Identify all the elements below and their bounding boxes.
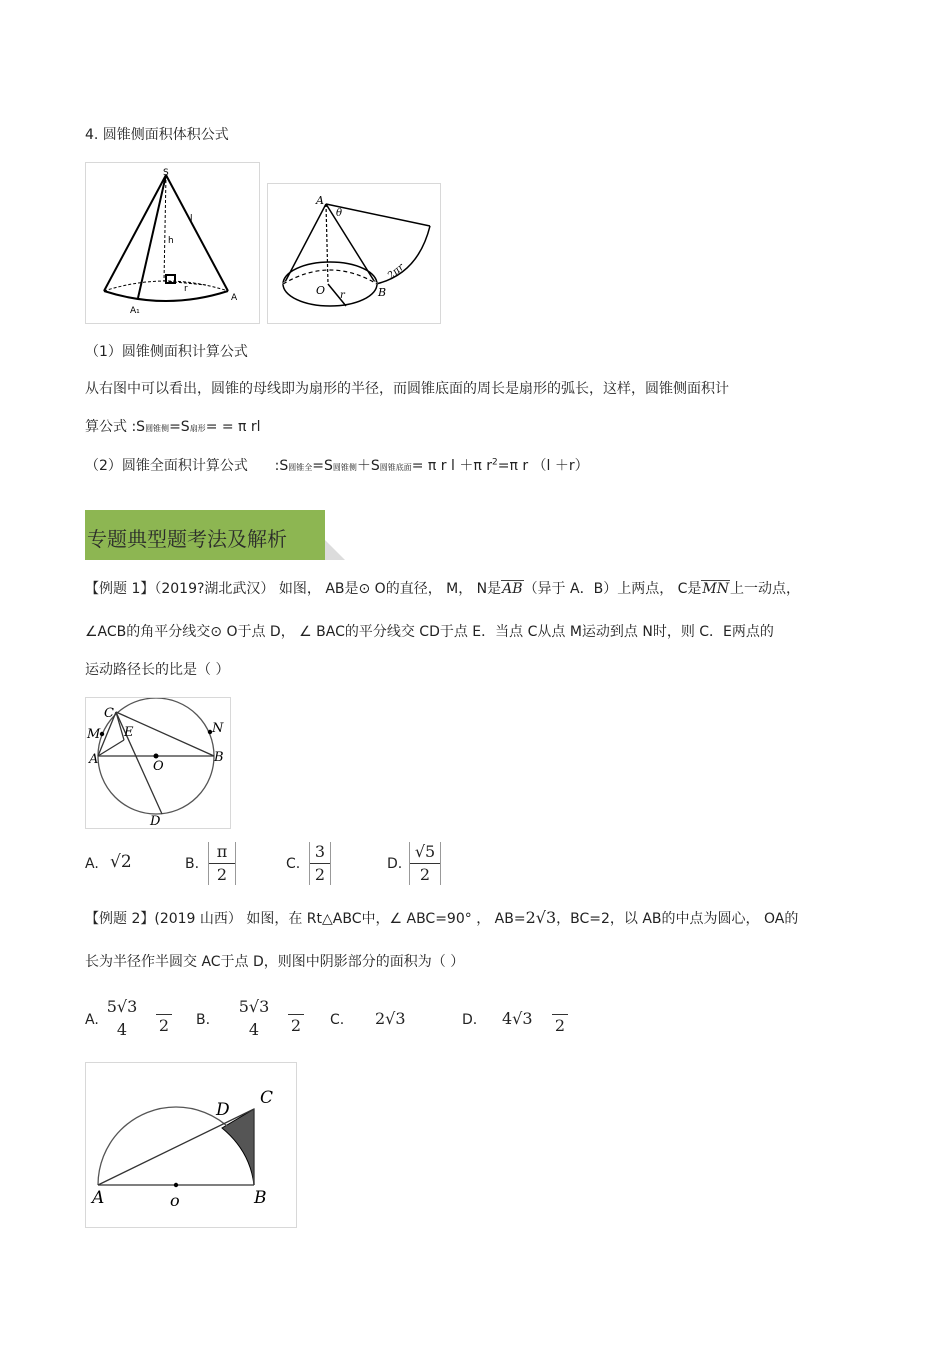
denominator: 2 [314,865,326,884]
arc-ab: AB [502,581,523,597]
denominator: 2 [554,1016,566,1035]
section-heading: 4. 圆锥侧面积体积公式 [85,127,229,143]
formula-part: = = π rl [205,419,261,435]
label-l: l [190,214,193,224]
ex1-option-d-label: D. [387,856,403,872]
example1-line1 [85,578,800,598]
section-banner [85,510,325,560]
banner-title: 专题典型题考法及解析 [87,527,287,551]
ex1-option-c-label: C. [286,856,301,872]
example1-line3: 运动路径长的比是（ ） [85,662,230,678]
sub1-formula [85,416,261,436]
label-h: h [168,236,174,246]
formula-part: =S [312,458,333,474]
ex2-option-b-fraction [236,997,272,1040]
sub2-title: （2）圆锥全面积计算公式 [85,458,248,474]
ex1-text: 【例题 1】（2019?湖北武汉） 如图， AB是⊙ O的直径， M， N是 [85,581,502,597]
label-A: A [92,1188,105,1208]
ex2-option-d-value: 4√3 [502,1009,533,1028]
ex1-option-c-fraction [309,842,331,885]
sub2-formula [85,455,589,475]
ex2-option-c-value: 2√3 [375,1009,406,1028]
arc-mn: MN [702,581,730,597]
denominator: 4 [248,1020,260,1039]
semicircle-figure [85,1062,297,1228]
formula-sub: 圆锥侧 [332,463,357,472]
label-N: N [212,721,224,736]
denominator: 2 [290,1016,302,1035]
formula-part: 算公式 :S [85,419,146,435]
ab-value: 2√3 [525,908,557,927]
label-O: O [316,284,326,297]
ex2-option-c-label: C. [330,1012,345,1028]
ex2-option-d-tail [552,1004,568,1036]
example2-line1 [85,908,798,928]
label-O: o [170,1191,180,1210]
example2-line2: 长为半径作半圆交 AC于点 D，则图中阴影部分的面积为（ ） [85,954,465,970]
label-A1: A₁ [130,306,140,316]
ex2-option-a-fraction [104,997,140,1040]
ex1-option-b-label: B. [185,856,200,872]
ex1-text: （异于 A．B）上两点， C是 [523,581,702,597]
label-S: S [163,168,169,178]
label-B: B [378,286,387,299]
circle-figure [85,697,231,829]
sub1-title: （1）圆锥侧面积计算公式 [85,344,248,360]
denominator: 4 [116,1020,128,1039]
ex2-option-d-label: D. [462,1012,478,1028]
formula-part: = π r l ＋π r [411,458,492,474]
sub1-description: 从右图中可以看出，圆锥的母线即为扇形的半径，而圆锥底面的周长是扇形的弧长，这样，圆锥侧面积计 [85,381,729,397]
banner-tail [325,540,345,560]
ex1-option-a-label: A. [85,856,99,872]
formula-sub: 扇形 [189,424,206,433]
label-theta: θ [336,208,343,219]
ex1-option-b-fraction [208,842,236,885]
label-A: A [231,293,238,303]
formula-part: ＋S [356,458,380,474]
label-B: B [214,750,224,765]
ex1-text: 上一动点， [730,581,801,597]
label-C: C [260,1088,274,1108]
formula-part: :S [274,458,289,474]
label-A: A [316,194,324,207]
label-D: D [150,814,161,828]
ex2-option-b-tail [288,1004,304,1036]
example1-line2: ∠ACB的角平分线交⊙ O于点 D， ∠ BAC的平分线交 CD于点 E．当点 C从点 M运动到点 N时，则 C．E两点的 [85,624,774,640]
cone-sector-figure [267,183,441,324]
label-C: C [104,706,114,721]
ex2-option-a-label: A. [85,1012,99,1028]
label-r: r [340,290,345,301]
formula-sub: 圆锥侧 [145,424,170,433]
ex2-text: 【例题 2】(2019 山西） 如图，在 Rt△ABC中，∠ ABC=90° ， AB= [85,911,526,927]
cone-figure [85,162,260,324]
ex1-option-d-fraction [409,842,441,885]
ex1-option-a-value: √2 [110,852,132,872]
label-r: r [184,284,188,294]
denominator: 2 [158,1016,170,1035]
ex2-option-a-tail [156,1004,172,1036]
formula-sub: 圆锥底面 [379,463,412,472]
formula-part: =π r （l ＋r） [497,458,589,474]
formula-sup: 2 [492,457,498,468]
numerator: 5√3 [238,997,270,1016]
numerator: √5 [414,842,436,861]
label-M: M [87,727,101,742]
ex2-option-b-label: B. [196,1012,211,1028]
numerator: 5√3 [106,997,138,1016]
label-E: E [124,725,134,740]
formula-part: =S [169,419,190,435]
label-O: O [153,759,164,774]
label-D: D [216,1100,230,1120]
ex2-text: ，BC=2，以 AB的中点为圆心， OA的 [556,911,799,927]
numerator: π [216,842,228,861]
numerator: 3 [314,842,326,861]
denominator: 2 [216,865,228,884]
label-B: B [254,1188,267,1208]
label-A: A [89,752,99,767]
formula-sub: 圆锥全 [288,463,313,472]
denominator: 2 [419,865,431,884]
label-2pir: 2πr [385,261,407,282]
